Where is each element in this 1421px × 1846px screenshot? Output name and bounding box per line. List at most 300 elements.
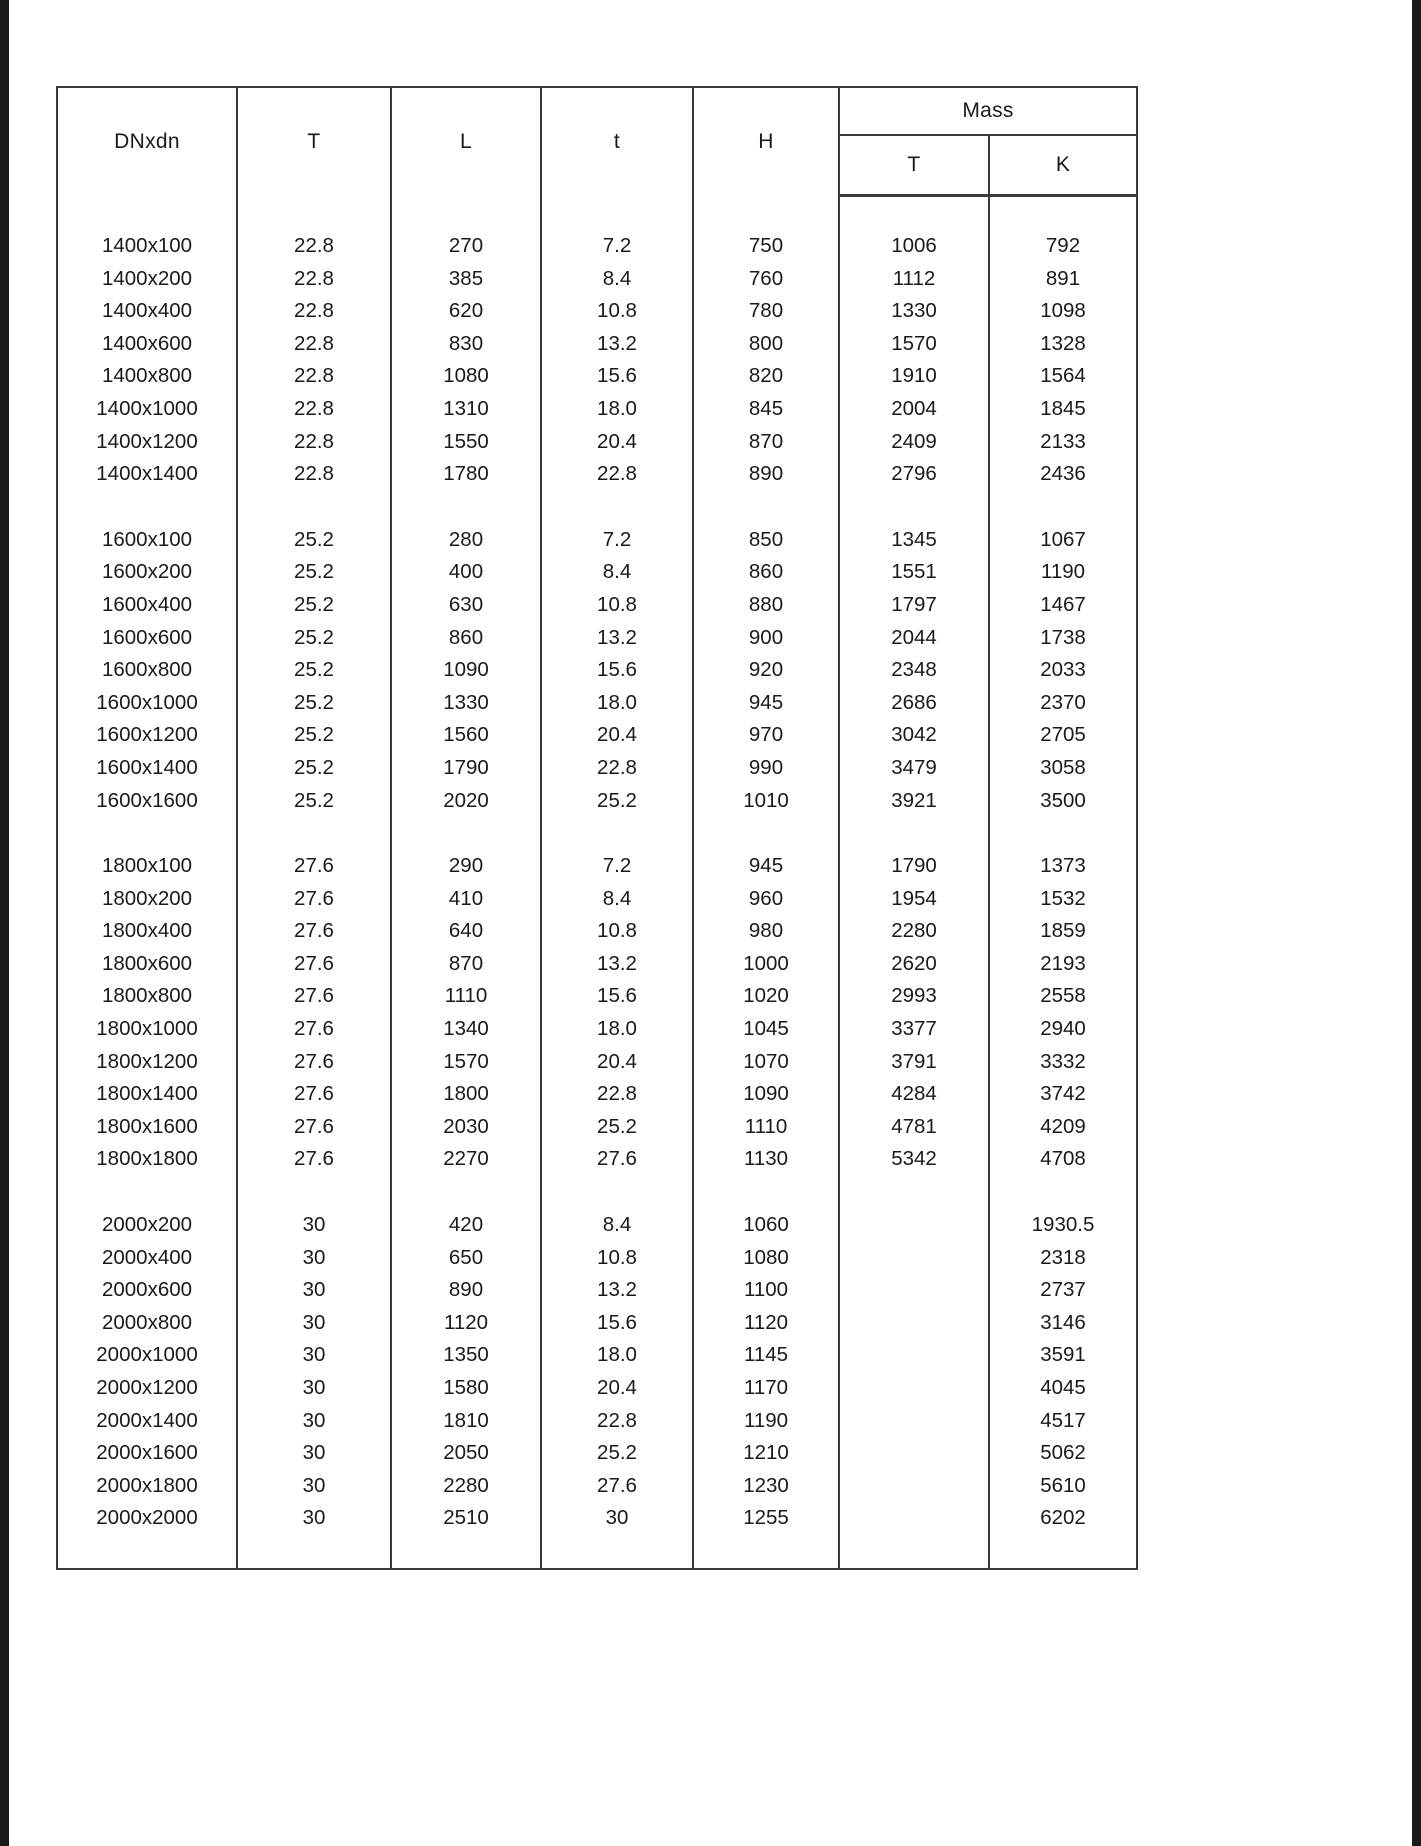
- table-cell-L: 2510: [391, 1502, 541, 1535]
- table-cell-mass_K: 1190: [989, 556, 1137, 589]
- table-cell-t: 22.8: [541, 458, 693, 491]
- table-cell-mass_K: 2940: [989, 1013, 1137, 1046]
- table-cell-t: 18.0: [541, 1339, 693, 1372]
- spacer-cell: [839, 817, 989, 850]
- table-cell-T: 22.8: [237, 263, 391, 296]
- spacer-cell: [693, 1535, 839, 1569]
- spacer-cell: [839, 1535, 989, 1569]
- table-cell-t: 13.2: [541, 1274, 693, 1307]
- table-cell-t: 8.4: [541, 1209, 693, 1242]
- table-cell-t: 18.0: [541, 1013, 693, 1046]
- table-cell-t: 13.2: [541, 622, 693, 655]
- table-cell-L: 860: [391, 622, 541, 655]
- table-cell-mass_T: [839, 1437, 989, 1470]
- table-cell-mass_K: 2133: [989, 426, 1137, 459]
- table-cell-L: 2280: [391, 1470, 541, 1503]
- spacer-cell: [391, 817, 541, 850]
- table-cell-H: 1090: [693, 1078, 839, 1111]
- table-cell-T: 22.8: [237, 426, 391, 459]
- table-cell-mass_K: 3742: [989, 1078, 1137, 1111]
- table-cell-H: 890: [693, 458, 839, 491]
- spacer-cell: [391, 491, 541, 524]
- table-cell-mass_T: [839, 1372, 989, 1405]
- column-header-H: H: [693, 87, 839, 196]
- table-cell-L: 2270: [391, 1143, 541, 1176]
- table-row: [57, 393, 1137, 426]
- table-cell-H: 1000: [693, 948, 839, 981]
- table-cell-T: 30: [237, 1470, 391, 1503]
- table-cell-H: 1145: [693, 1339, 839, 1372]
- table-cell-t: 10.8: [541, 295, 693, 328]
- table-cell-mass_K: 2193: [989, 948, 1137, 981]
- table-cell-T: 27.6: [237, 1143, 391, 1176]
- table-cell-dnxdn: 1400x1000: [57, 393, 237, 426]
- table-cell-dnxdn: 1400x800: [57, 360, 237, 393]
- table-cell-H: 1170: [693, 1372, 839, 1405]
- table-cell-dnxdn: 2000x1200: [57, 1372, 237, 1405]
- table-cell-mass_K: 1098: [989, 295, 1137, 328]
- table-cell-mass_K: 6202: [989, 1502, 1137, 1535]
- table-cell-dnxdn: 1600x800: [57, 654, 237, 687]
- table-row: [57, 1339, 1137, 1372]
- table-cell-mass_T: [839, 1209, 989, 1242]
- table-row: [57, 850, 1137, 883]
- table-cell-mass_T: 1570: [839, 328, 989, 361]
- table-cell-H: 1120: [693, 1307, 839, 1340]
- table-row: [57, 360, 1137, 393]
- table-cell-L: 1810: [391, 1405, 541, 1438]
- table-cell-mass_K: 3058: [989, 752, 1137, 785]
- table-cell-L: 1110: [391, 980, 541, 1013]
- spacer-cell: [391, 1535, 541, 1569]
- table-cell-T: 30: [237, 1405, 391, 1438]
- table-row: [57, 1013, 1137, 1046]
- spacer-cell: [693, 1176, 839, 1209]
- table-cell-mass_K: 2737: [989, 1274, 1137, 1307]
- table-cell-mass_T: 3791: [839, 1046, 989, 1079]
- spacer-cell: [693, 196, 839, 231]
- table-cell-H: 860: [693, 556, 839, 589]
- table-cell-t: 13.2: [541, 948, 693, 981]
- table-cell-L: 1800: [391, 1078, 541, 1111]
- table-cell-mass_T: 2348: [839, 654, 989, 687]
- table-cell-t: 15.6: [541, 1307, 693, 1340]
- table-cell-L: 385: [391, 263, 541, 296]
- table-cell-mass_T: 2409: [839, 426, 989, 459]
- table-row: [57, 1242, 1137, 1275]
- table-cell-T: 25.2: [237, 589, 391, 622]
- table-cell-dnxdn: 1800x600: [57, 948, 237, 981]
- table-cell-H: 845: [693, 393, 839, 426]
- table-row: [57, 524, 1137, 557]
- leading-spacer-row: [57, 196, 1137, 231]
- table-cell-T: 30: [237, 1372, 391, 1405]
- table-header: [57, 87, 1137, 196]
- table-cell-T: 27.6: [237, 850, 391, 883]
- table-cell-H: 760: [693, 263, 839, 296]
- table-row: [57, 719, 1137, 752]
- table-cell-L: 1780: [391, 458, 541, 491]
- table-cell-mass_K: 1738: [989, 622, 1137, 655]
- table-row: [57, 883, 1137, 916]
- table-row: [57, 948, 1137, 981]
- spacer-cell: [541, 196, 693, 231]
- table-cell-mass_T: 2993: [839, 980, 989, 1013]
- table-cell-T: 27.6: [237, 883, 391, 916]
- table-cell-H: 1190: [693, 1405, 839, 1438]
- table-cell-T: 27.6: [237, 948, 391, 981]
- table-cell-mass_T: 5342: [839, 1143, 989, 1176]
- table-cell-L: 1550: [391, 426, 541, 459]
- table-cell-H: 1080: [693, 1242, 839, 1275]
- spacer-cell: [989, 817, 1137, 850]
- column-header-T: T: [237, 87, 391, 196]
- table-cell-mass_K: 2370: [989, 687, 1137, 720]
- table-cell-dnxdn: 1800x1800: [57, 1143, 237, 1176]
- table-cell-mass_T: 1797: [839, 589, 989, 622]
- table-row: [57, 1470, 1137, 1503]
- table-cell-H: 1210: [693, 1437, 839, 1470]
- table-row: [57, 1372, 1137, 1405]
- table-cell-T: 27.6: [237, 915, 391, 948]
- table-cell-T: 30: [237, 1339, 391, 1372]
- table-cell-mass_T: 3042: [839, 719, 989, 752]
- table-cell-mass_K: 1930.5: [989, 1209, 1137, 1242]
- table-cell-mass_K: 4708: [989, 1143, 1137, 1176]
- table-cell-T: 30: [237, 1502, 391, 1535]
- group-spacer-row: [57, 1176, 1137, 1209]
- table-cell-dnxdn: 1400x400: [57, 295, 237, 328]
- table-row: [57, 589, 1137, 622]
- table-cell-T: 30: [237, 1307, 391, 1340]
- column-header-t: t: [541, 87, 693, 196]
- table-cell-L: 1330: [391, 687, 541, 720]
- table-row: [57, 295, 1137, 328]
- table-cell-T: 25.2: [237, 752, 391, 785]
- table-cell-t: 8.4: [541, 556, 693, 589]
- table-cell-mass_T: [839, 1339, 989, 1372]
- table-cell-mass_T: 2004: [839, 393, 989, 426]
- table-cell-H: 780: [693, 295, 839, 328]
- table-cell-t: 7.2: [541, 524, 693, 557]
- table-cell-L: 1090: [391, 654, 541, 687]
- table-cell-t: 18.0: [541, 393, 693, 426]
- table-row: [57, 230, 1137, 263]
- table-cell-dnxdn: 1800x1000: [57, 1013, 237, 1046]
- table-cell-t: 20.4: [541, 719, 693, 752]
- spacer-cell: [989, 196, 1137, 231]
- table-cell-mass_K: 2558: [989, 980, 1137, 1013]
- table-cell-mass_T: [839, 1307, 989, 1340]
- table-cell-H: 820: [693, 360, 839, 393]
- spacer-cell: [541, 817, 693, 850]
- spacer-cell: [57, 196, 237, 231]
- table-cell-dnxdn: 1600x1200: [57, 719, 237, 752]
- table-cell-mass_T: 2280: [839, 915, 989, 948]
- table-cell-t: 10.8: [541, 589, 693, 622]
- column-header-L: L: [391, 87, 541, 196]
- table-cell-mass_T: 2796: [839, 458, 989, 491]
- spacer-cell: [237, 1535, 391, 1569]
- table-cell-mass_K: 5610: [989, 1470, 1137, 1503]
- table-cell-dnxdn: 1800x100: [57, 850, 237, 883]
- table-cell-L: 1560: [391, 719, 541, 752]
- table-cell-t: 13.2: [541, 328, 693, 361]
- table-row: [57, 785, 1137, 818]
- table-cell-mass_T: 4781: [839, 1111, 989, 1144]
- table-cell-H: 1100: [693, 1274, 839, 1307]
- table-cell-mass_T: 1954: [839, 883, 989, 916]
- table-cell-T: 25.2: [237, 622, 391, 655]
- table-cell-H: 1255: [693, 1502, 839, 1535]
- spacer-cell: [839, 196, 989, 231]
- table-cell-mass_T: 3921: [839, 785, 989, 818]
- table-cell-H: 990: [693, 752, 839, 785]
- table-cell-mass_K: 2436: [989, 458, 1137, 491]
- spacer-cell: [989, 491, 1137, 524]
- table-row: [57, 752, 1137, 785]
- table-cell-L: 650: [391, 1242, 541, 1275]
- table-cell-mass_K: 1564: [989, 360, 1137, 393]
- table-cell-L: 890: [391, 1274, 541, 1307]
- table-cell-H: 1130: [693, 1143, 839, 1176]
- table-row: [57, 1143, 1137, 1176]
- table-cell-L: 410: [391, 883, 541, 916]
- table-cell-dnxdn: 2000x1800: [57, 1470, 237, 1503]
- table-cell-L: 400: [391, 556, 541, 589]
- table-cell-mass_T: 1790: [839, 850, 989, 883]
- table-cell-mass_T: 3479: [839, 752, 989, 785]
- table-cell-dnxdn: 1600x1600: [57, 785, 237, 818]
- table-cell-mass_K: 2318: [989, 1242, 1137, 1275]
- table-cell-mass_T: 1345: [839, 524, 989, 557]
- table-cell-dnxdn: 2000x2000: [57, 1502, 237, 1535]
- table-row: [57, 556, 1137, 589]
- table-cell-mass_K: 1859: [989, 915, 1137, 948]
- table-cell-dnxdn: 1600x200: [57, 556, 237, 589]
- spacer-cell: [237, 1176, 391, 1209]
- table-cell-t: 10.8: [541, 915, 693, 948]
- table-cell-dnxdn: 1400x100: [57, 230, 237, 263]
- table-row: [57, 458, 1137, 491]
- table-cell-mass_K: 2033: [989, 654, 1137, 687]
- spacer-cell: [693, 491, 839, 524]
- table-cell-L: 290: [391, 850, 541, 883]
- table-cell-mass_T: [839, 1274, 989, 1307]
- table-cell-T: 27.6: [237, 1078, 391, 1111]
- table-cell-t: 25.2: [541, 785, 693, 818]
- table-cell-mass_K: 3146: [989, 1307, 1137, 1340]
- table-cell-mass_T: 4284: [839, 1078, 989, 1111]
- table-cell-t: 22.8: [541, 1078, 693, 1111]
- table-cell-mass_K: 891: [989, 263, 1137, 296]
- page-edge-right: [1412, 0, 1421, 1846]
- table-cell-mass_K: 1067: [989, 524, 1137, 557]
- table-cell-dnxdn: 1600x400: [57, 589, 237, 622]
- table-cell-H: 880: [693, 589, 839, 622]
- spacer-cell: [839, 491, 989, 524]
- page-edge-left: [0, 0, 9, 1846]
- table-cell-mass_T: 1006: [839, 230, 989, 263]
- table-cell-dnxdn: 1400x1400: [57, 458, 237, 491]
- table-row: [57, 1111, 1137, 1144]
- table-cell-T: 22.8: [237, 295, 391, 328]
- table-cell-H: 900: [693, 622, 839, 655]
- table-cell-mass_T: 1551: [839, 556, 989, 589]
- table-cell-L: 2020: [391, 785, 541, 818]
- table-cell-L: 870: [391, 948, 541, 981]
- table-cell-dnxdn: 1600x100: [57, 524, 237, 557]
- table-cell-L: 1570: [391, 1046, 541, 1079]
- table-row: [57, 1307, 1137, 1340]
- table-cell-mass_K: 1328: [989, 328, 1137, 361]
- table-cell-mass_T: [839, 1470, 989, 1503]
- table-cell-t: 25.2: [541, 1437, 693, 1470]
- table-cell-mass_T: 3377: [839, 1013, 989, 1046]
- table-cell-t: 15.6: [541, 980, 693, 1013]
- table-cell-T: 25.2: [237, 556, 391, 589]
- table-cell-mass_K: 4517: [989, 1405, 1137, 1438]
- table-cell-dnxdn: 1400x200: [57, 263, 237, 296]
- spacer-cell: [57, 1535, 237, 1569]
- table-cell-mass_K: 3332: [989, 1046, 1137, 1079]
- spacer-cell: [839, 1176, 989, 1209]
- table-cell-T: 30: [237, 1209, 391, 1242]
- table-cell-H: 870: [693, 426, 839, 459]
- spacer-cell: [237, 196, 391, 231]
- table-cell-mass_T: 1330: [839, 295, 989, 328]
- table-cell-dnxdn: 1800x800: [57, 980, 237, 1013]
- table-cell-mass_K: 792: [989, 230, 1137, 263]
- table-cell-t: 30: [541, 1502, 693, 1535]
- spec-table-sheet: [56, 86, 1136, 1570]
- table-cell-t: 25.2: [541, 1111, 693, 1144]
- table-cell-H: 750: [693, 230, 839, 263]
- table-row: [57, 1046, 1137, 1079]
- table-row: [57, 622, 1137, 655]
- table-cell-t: 15.6: [541, 654, 693, 687]
- table-cell-T: 25.2: [237, 654, 391, 687]
- table-row: [57, 1209, 1137, 1242]
- table-cell-dnxdn: 2000x400: [57, 1242, 237, 1275]
- table-cell-L: 1340: [391, 1013, 541, 1046]
- table-cell-dnxdn: 1800x400: [57, 915, 237, 948]
- table-row: [57, 328, 1137, 361]
- table-row: [57, 687, 1137, 720]
- spacer-cell: [57, 817, 237, 850]
- spacer-cell: [541, 1535, 693, 1569]
- table-cell-L: 620: [391, 295, 541, 328]
- table-cell-H: 800: [693, 328, 839, 361]
- table-cell-t: 7.2: [541, 850, 693, 883]
- table-cell-dnxdn: 1800x1400: [57, 1078, 237, 1111]
- table-cell-L: 2050: [391, 1437, 541, 1470]
- table-cell-T: 25.2: [237, 524, 391, 557]
- table-cell-T: 25.2: [237, 785, 391, 818]
- table-row: [57, 1078, 1137, 1111]
- table-cell-mass_K: 4045: [989, 1372, 1137, 1405]
- column-header-mass-T: T: [839, 135, 989, 196]
- table-cell-T: 30: [237, 1437, 391, 1470]
- dimensions-spec-table: [56, 86, 1138, 1570]
- table-cell-dnxdn: 1800x1600: [57, 1111, 237, 1144]
- table-cell-H: 1230: [693, 1470, 839, 1503]
- table-cell-mass_T: 2620: [839, 948, 989, 981]
- table-cell-t: 22.8: [541, 1405, 693, 1438]
- spacer-cell: [57, 491, 237, 524]
- table-cell-H: 945: [693, 850, 839, 883]
- spacer-cell: [391, 1176, 541, 1209]
- table-cell-L: 1580: [391, 1372, 541, 1405]
- table-cell-t: 18.0: [541, 687, 693, 720]
- table-cell-T: 25.2: [237, 719, 391, 752]
- trailing-spacer-row: [57, 1535, 1137, 1569]
- table-body: [57, 196, 1137, 1569]
- table-cell-dnxdn: 2000x1400: [57, 1405, 237, 1438]
- group-spacer-row: [57, 817, 1137, 850]
- table-row: [57, 426, 1137, 459]
- spacer-cell: [237, 491, 391, 524]
- table-cell-t: 20.4: [541, 1372, 693, 1405]
- table-cell-t: 20.4: [541, 1046, 693, 1079]
- group-spacer-row: [57, 491, 1137, 524]
- table-cell-t: 27.6: [541, 1143, 693, 1176]
- table-row: [57, 1405, 1137, 1438]
- table-cell-H: 1010: [693, 785, 839, 818]
- table-cell-L: 1120: [391, 1307, 541, 1340]
- table-cell-mass_T: [839, 1502, 989, 1535]
- table-cell-dnxdn: 2000x200: [57, 1209, 237, 1242]
- column-header-dnxdn: DNxdn: [57, 87, 237, 196]
- spacer-cell: [57, 1176, 237, 1209]
- table-cell-T: 30: [237, 1242, 391, 1275]
- table-cell-H: 1070: [693, 1046, 839, 1079]
- spacer-cell: [989, 1176, 1137, 1209]
- table-cell-L: 1790: [391, 752, 541, 785]
- table-cell-t: 8.4: [541, 263, 693, 296]
- table-cell-t: 20.4: [541, 426, 693, 459]
- table-cell-mass_T: [839, 1242, 989, 1275]
- table-cell-mass_T: 1910: [839, 360, 989, 393]
- table-cell-dnxdn: 2000x600: [57, 1274, 237, 1307]
- table-row: [57, 263, 1137, 296]
- table-cell-dnxdn: 1800x200: [57, 883, 237, 916]
- table-cell-dnxdn: 1600x1000: [57, 687, 237, 720]
- spacer-cell: [989, 1535, 1137, 1569]
- table-cell-mass_K: 2705: [989, 719, 1137, 752]
- table-cell-L: 640: [391, 915, 541, 948]
- table-cell-H: 960: [693, 883, 839, 916]
- table-cell-T: 27.6: [237, 1013, 391, 1046]
- table-row: [57, 1502, 1137, 1535]
- table-cell-mass_K: 4209: [989, 1111, 1137, 1144]
- table-cell-dnxdn: 1600x600: [57, 622, 237, 655]
- table-cell-L: 2030: [391, 1111, 541, 1144]
- table-cell-t: 8.4: [541, 883, 693, 916]
- table-cell-dnxdn: 2000x1000: [57, 1339, 237, 1372]
- table-cell-T: 27.6: [237, 980, 391, 1013]
- table-cell-H: 1045: [693, 1013, 839, 1046]
- spacer-cell: [237, 817, 391, 850]
- table-cell-L: 270: [391, 230, 541, 263]
- table-cell-mass_K: 1373: [989, 850, 1137, 883]
- spacer-cell: [391, 196, 541, 231]
- spacer-cell: [693, 817, 839, 850]
- table-cell-L: 630: [391, 589, 541, 622]
- table-cell-H: 970: [693, 719, 839, 752]
- table-cell-T: 22.8: [237, 328, 391, 361]
- table-cell-dnxdn: 1600x1400: [57, 752, 237, 785]
